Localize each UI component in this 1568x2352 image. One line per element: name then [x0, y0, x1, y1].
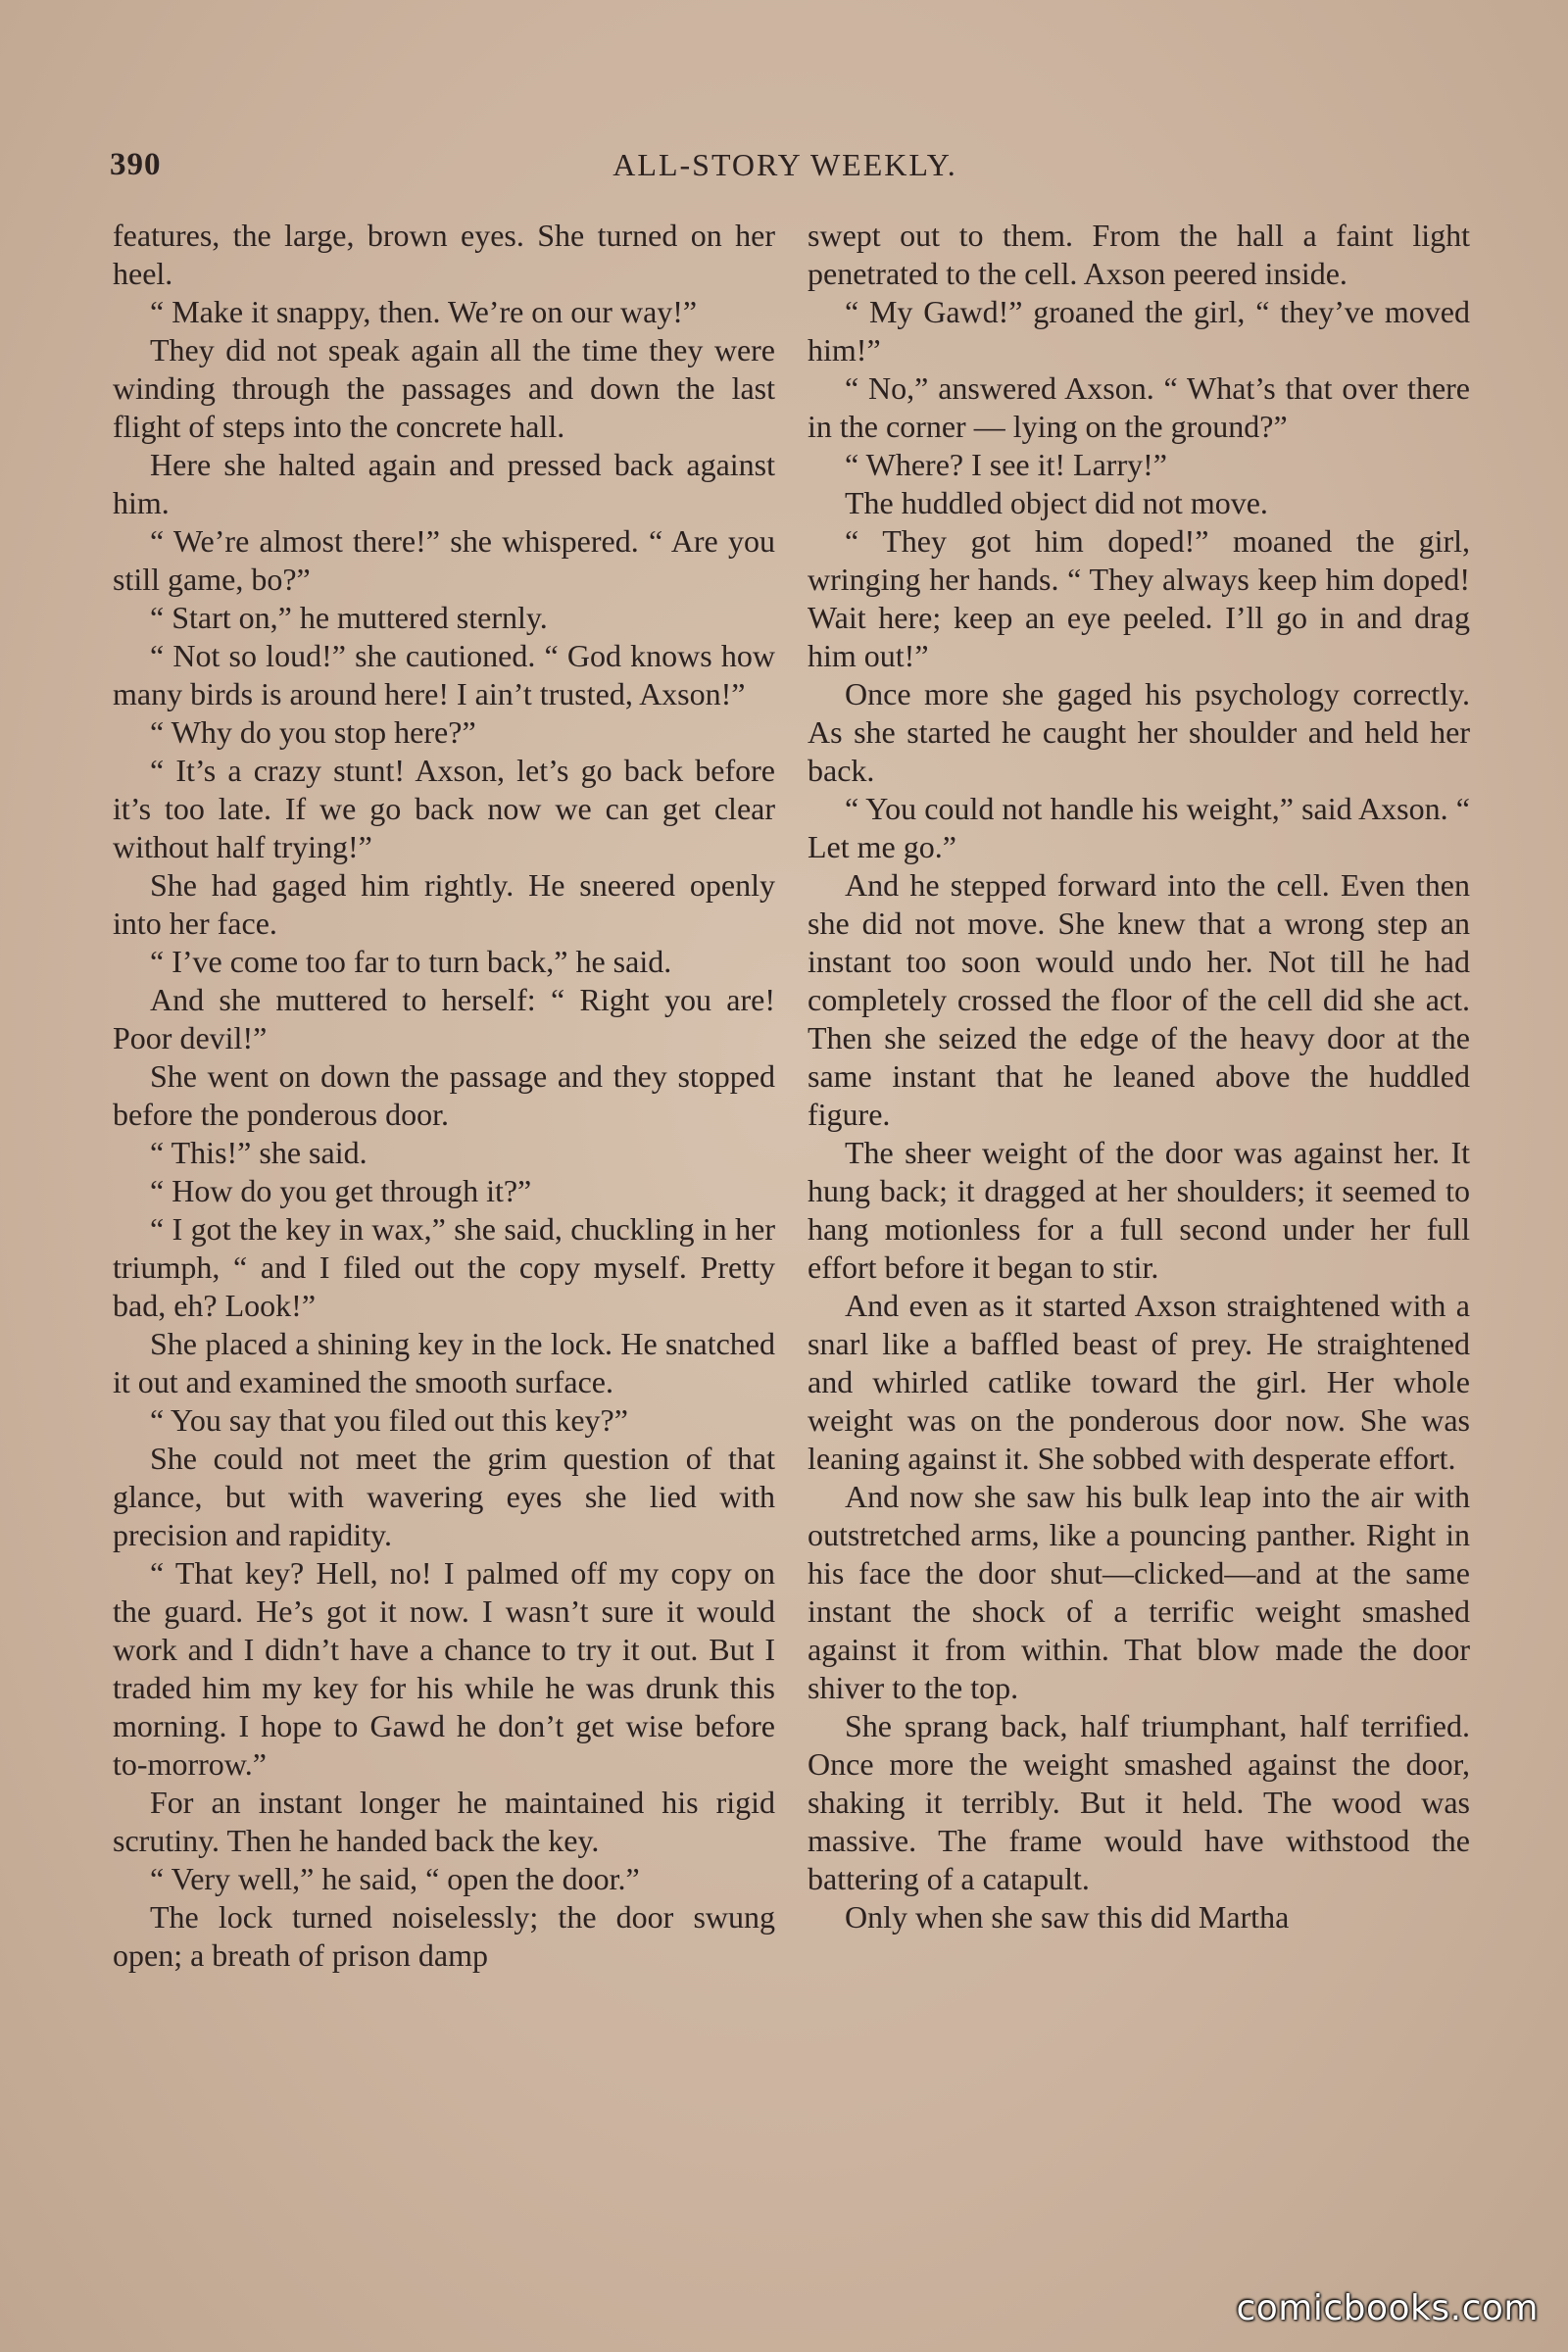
magazine-title: ALL-STORY WEEKLY. — [612, 147, 957, 182]
paragraph: “ We’re almost there!” she whispered. “ Are you still game, bo?” — [113, 523, 775, 597]
paragraph: And he stepped forward into the cell. Even then she did not move. She knew that a wrong step an instant too soon would undo her. Not till he had completely crossed the floor of the cell did she act. Then she seized the edge of the heavy door at the same instant that he leaned above the huddled figure. — [808, 867, 1470, 1132]
paragraph: “ You could not handle his weight,” said Axson. “ Let me go.” — [808, 791, 1470, 864]
page-number: 390 — [110, 147, 162, 182]
paragraph: The huddled object did not move. — [845, 485, 1268, 520]
paragraph: For an instant longer he maintained his rigid scrutiny. Then he handed back the key. — [113, 1785, 775, 1858]
paragraph: “ Very well,” he said, “ open the door.” — [150, 1861, 640, 1896]
paragraph: “ It’s a crazy stunt! Axson, let’s go back before it’s too late. If we go back now we can get clear without half trying!” — [113, 753, 775, 864]
paragraph: The sheer weight of the door was against her. It hung back; it dragged at her shoulders; it seemed to hang motionless for a full second under her full effort before it began to stir. — [808, 1135, 1470, 1285]
paragraph: “ Why do you stop here?” — [150, 714, 476, 750]
site-watermark: comicbooks.com — [1236, 2288, 1539, 2328]
paragraph: She sprang back, half triumphant, half terrified. Once more the weight smashed against the door, shaking it terribly. But it held. The wood was massive. The frame would have withstood the battering of a catapult. — [808, 1708, 1470, 1896]
paragraph: Once more she gaged his psychology correctly. As she started he caught her shoulder and held her back. — [808, 676, 1470, 788]
paragraph: She could not meet the grim question of that glance, but with wavering eyes she lied with precision and rapidity. — [113, 1441, 775, 1552]
paragraph: The lock turned noiselessly; the door swung open; a breath of prison damp — [113, 1899, 775, 1973]
paragraph: “ Make it snappy, then. We’re on our way!” — [150, 294, 698, 329]
paragraph: “ They got him doped!” moaned the girl, wringing her hands. “ They always keep him doped! Wait here; keep an eye peeled. I’ll go in and drag him out!” — [808, 523, 1470, 673]
paragraph: She had gaged him rightly. He sneered openly into her face. — [113, 867, 775, 941]
paragraph: features, the large, brown eyes. She turned on her heel. — [113, 218, 775, 291]
paragraph: “ No,” answered Axson. “ What’s that over there in the corner — lying on the ground?” — [808, 370, 1470, 444]
paragraph: swept out to them. From the hall a faint light penetrated to the cell. Axson peered inside. — [808, 218, 1470, 291]
paragraph: “ You say that you filed out this key?” — [150, 1402, 628, 1438]
paragraph: “ This!” she said. — [150, 1135, 368, 1170]
paragraph: And even as it started Axson straightened with a snarl like a baffled beast of prey. He straightened and whirled catlike toward the girl. Her whole weight was on the ponderous door now. She was leaning against it. She sobbed with desperate effort. — [808, 1288, 1470, 1476]
paragraph: And she muttered to herself: “ Right you are! Poor devil!” — [113, 982, 775, 1055]
paragraph: They did not speak again all the time they were winding through the passages and down the last flight of steps into the concrete hall. — [113, 332, 775, 444]
page-header — [110, 147, 1460, 196]
paragraph: “ Not so loud!” she cautioned. “ God knows how many birds is around here! I ain’t trusted, Axson!” — [113, 638, 775, 711]
paragraph: Only when she saw this did Martha — [845, 1899, 1290, 1935]
paragraph: And now she saw his bulk leap into the air with outstretched arms, like a pouncing panther. Right in his face the door shut—clicked—and at the same instant the shock of a terrific weight smashed against it from within. That blow made the door shiver to the top. — [808, 1479, 1470, 1705]
paragraph: “ That key? Hell, no! I palmed off my copy on the guard. He’s got it now. I wasn’t sure it would work and I didn’t have a chance to try it out. But I traded him my key for his while he was drunk this morning. I hope to Gawd he don’t get wise before to-morrow.” — [113, 1555, 775, 1782]
paragraph: “ Where? I see it! Larry!” — [845, 447, 1167, 482]
paragraph: Here she halted again and pressed back against him. — [113, 447, 775, 520]
paragraph: “ How do you get through it?” — [150, 1173, 532, 1208]
paragraph: “ I’ve come too far to turn back,” he said. — [150, 944, 672, 979]
paragraph: She placed a shining key in the lock. He snatched it out and examined the smooth surface. — [113, 1326, 775, 1399]
left-text-column — [113, 217, 775, 1975]
paragraph: She went on down the passage and they stopped before the ponderous door. — [113, 1058, 775, 1132]
right-text-column — [808, 217, 1470, 1936]
paragraph: “ My Gawd!” groaned the girl, “ they’ve moved him!” — [808, 294, 1470, 368]
paragraph: “ I got the key in wax,” she said, chuckling in her triumph, “ and I filed out the copy myself. Pretty bad, eh? Look!” — [113, 1211, 775, 1323]
paragraph: “ Start on,” he muttered sternly. — [150, 600, 548, 635]
